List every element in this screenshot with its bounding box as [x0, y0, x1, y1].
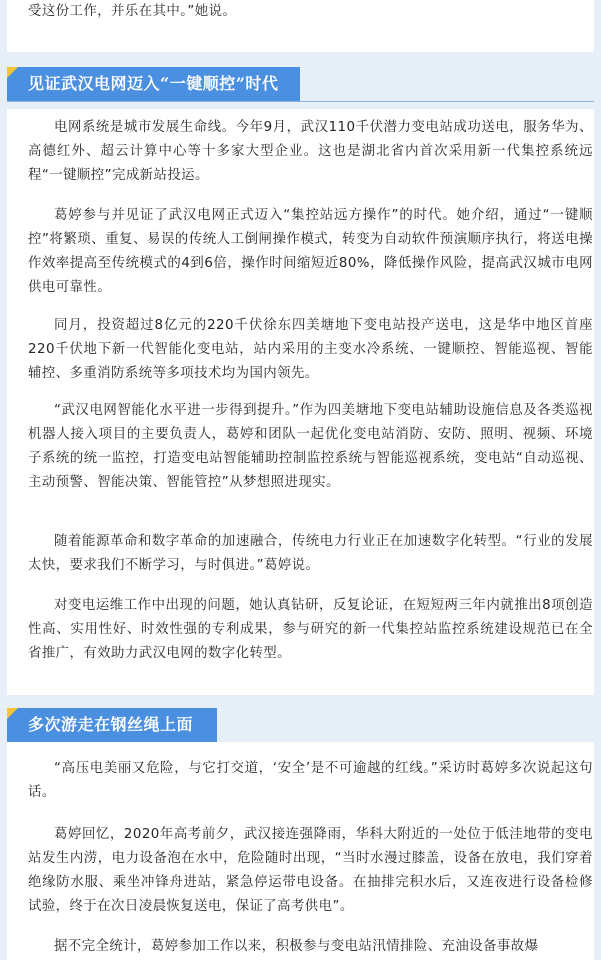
section2-heading — [0, 708, 601, 742]
corner-accent-icon — [7, 67, 18, 78]
section2-title: 多次游走在钢丝绳上面 — [28, 715, 194, 734]
section1-card — [7, 109, 594, 695]
section1-paragraph-6: 对变电运维工作中出现的问题，她认真钻研，反复论证，在短短两三年内就推出8项创造性高、实用性好、时效性强的专利成果，参与研究的新一代集控站监控系统建设规范已在全省推广，有效助力武汉电网的数字化转型。 — [28, 598, 593, 661]
intro-paragraph-tail: 受这份工作，并乐在其中。”她说。 — [28, 4, 237, 19]
section2-paragraph-2: 葛婷回忆，2020年高考前夕，武汉接连强降雨，华科大附近的一处位于低洼地带的变电站发生内涝，电力设备泡在水中，危险随时出现，“当时水漫过膝盖，设备在放电，我们穿着绝缘防水服、乘坐冲锋舟进站，紧急停运带电设备。在抽排完积水后，又连夜进行设备检修试验，终于在次日凌晨恢复送电，保证了高考供电”。 — [28, 827, 593, 914]
section1-heading-rule — [7, 101, 594, 102]
section1-paragraph-2: 葛婷参与并见证了武汉电网正式迈入“集控站远方操作”的时代。她介绍，通过“一键顺控”将繁琐、重复、易误的传统人工倒闸操作模式，转变为自动软件预演顺序执行，将送电操作效率提高至传统模式的4到6倍，操作时间缩短近80%，降低操作风险，提高武汉城市电网供电可靠性。 — [28, 208, 593, 295]
section1-title: 见证武汉电网迈入“一键顺控”时代 — [28, 74, 279, 93]
section1-heading — [0, 67, 601, 101]
section1-paragraph-3: 同月，投资超过8亿元的220千伏徐东四美塘地下变电站投产送电，这是华中地区首座220千伏地下新一代智能化变电站，站内采用的主变水冷系统、一键顺控、智能巡视、智能辅控、多重消防系统等多项技术均为国内领先。 — [28, 318, 593, 381]
corner-accent-icon — [7, 708, 18, 719]
section2-paragraph-3: 据不完全统计，葛婷参加工作以来，积极参与变电站汛情排险、充油设备事故爆 — [54, 939, 539, 954]
section2-paragraph-1: “高压电美丽又危险，与它打交道，‘安全’是不可逾越的红线。”采访时葛婷多次说起这句话。 — [28, 761, 593, 800]
section1-paragraph-4: “武汉电网智能化水平进一步得到提升。”作为四美塘地下变电站辅助设施信息及各类巡视机器人接入项目的主要负责人，葛婷和团队一起优化变电站消防、安防、照明、视频、环境子系统的统一监控，打造变电站智能辅助控制监控系统与智能巡视系统，变电站“自动巡视、主动预警、智能决策、智能管控”从梦想照进现实。 — [28, 403, 593, 490]
section2-card — [7, 742, 594, 960]
section1-paragraph-1: 电网系统是城市发展生命线。今年9月，武汉110千伏潜力变电站成功送电，服务华为、高德红外、超云计算中心等十多家大型企业。这也是湖北省内首次采用新一代集控系统远程“一键顺控”完成新站投运。 — [28, 120, 593, 183]
intro-card — [7, 0, 594, 52]
section1-paragraph-5: 随着能源革命和数字革命的加速融合，传统电力行业正在加速数字化转型。“行业的发展太快，要求我们不断学习，与时俱进。”葛婷说。 — [28, 534, 593, 573]
